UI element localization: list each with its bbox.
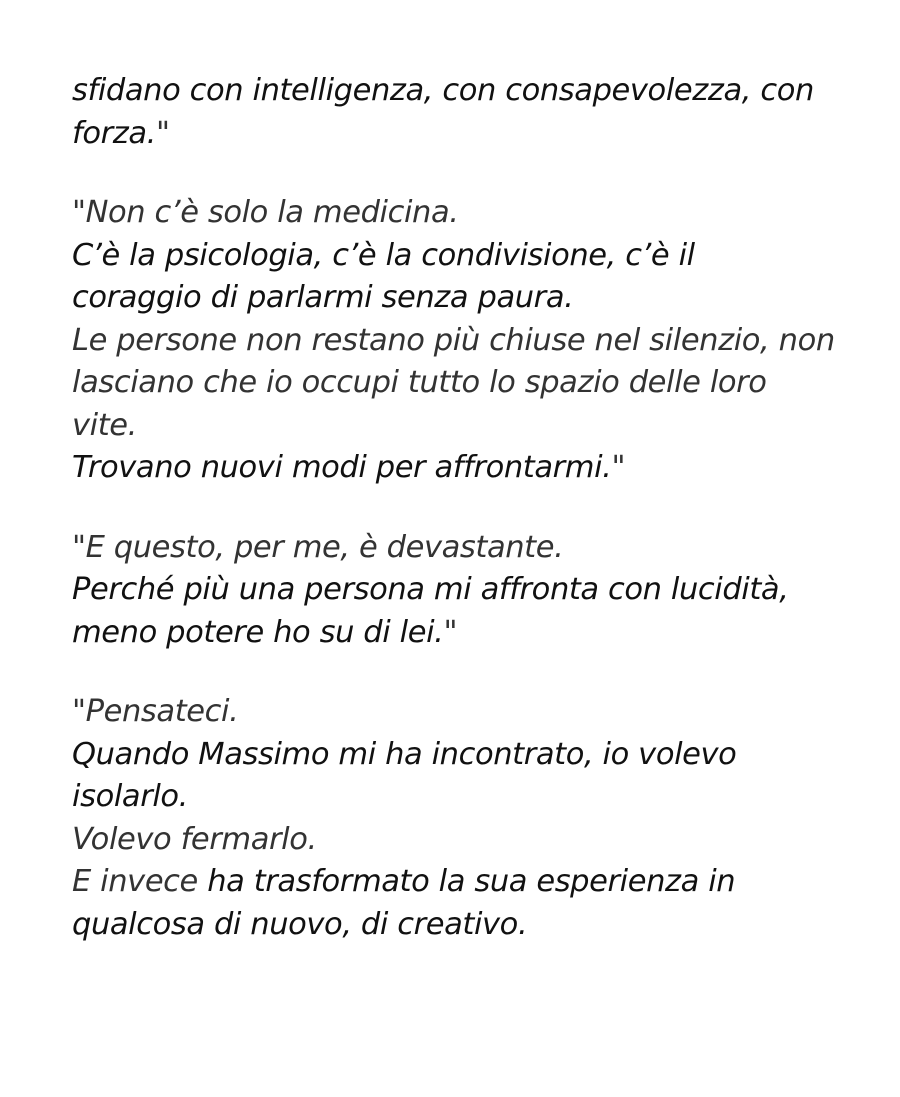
document-page xyxy=(72,70,862,983)
text-line xyxy=(72,904,862,947)
emphasized-text: C’è la psicologia, c’è la condivisione, c’è il xyxy=(72,237,695,273)
emphasized-text: Trovano nuovi modi per affrontarmi. xyxy=(72,450,612,485)
text-line xyxy=(72,527,862,570)
regular-text: Volevo fermarlo. xyxy=(72,821,317,857)
text-line xyxy=(72,734,862,777)
text-line xyxy=(72,861,862,904)
text-line xyxy=(72,277,862,320)
text-line xyxy=(72,776,862,819)
emphasized-text: coraggio di parlarmi senza paura. xyxy=(72,280,574,315)
text-paragraph xyxy=(72,70,862,155)
emphasized-text: sfidano con intelligenza, con consapevolezza, con xyxy=(72,73,814,108)
text-paragraph xyxy=(72,527,862,655)
regular-text: vite. xyxy=(72,407,137,443)
text-line xyxy=(72,447,862,490)
text-line xyxy=(72,405,862,448)
regular-text: "E questo, per me, è devastante. xyxy=(72,529,564,565)
text-line xyxy=(72,691,862,734)
regular-text: "Non c’è solo la medicina. xyxy=(72,195,459,230)
text-line xyxy=(72,192,862,235)
regular-text: lasciano che io occupi tutto lo spazio delle loro xyxy=(72,365,767,400)
text-line xyxy=(72,70,862,113)
text-line xyxy=(72,235,862,278)
text-line xyxy=(72,569,862,612)
regular-text: " xyxy=(155,115,170,151)
regular-text: "Pensateci. xyxy=(72,694,239,729)
text-line xyxy=(72,320,862,363)
emphasized-text: forza. xyxy=(72,115,156,151)
emphasized-text: ha trasformato la sua esperienza in xyxy=(207,864,736,899)
regular-text: " xyxy=(611,450,626,485)
text-line xyxy=(72,113,862,156)
text-line xyxy=(72,612,862,655)
emphasized-text: Quando Massimo mi ha incontrato, io volevo xyxy=(72,736,737,772)
text-paragraph xyxy=(72,691,862,946)
regular-text: " xyxy=(443,614,458,650)
text-paragraph xyxy=(72,192,862,490)
regular-text: Le persone non restano più chiuse nel silenzio, non xyxy=(72,322,835,358)
regular-text: E invece xyxy=(72,864,208,899)
text-line xyxy=(72,819,862,862)
emphasized-text: Perché più una persona mi affronta con lucidità, xyxy=(72,572,789,607)
emphasized-text: qualcosa di nuovo, di creativo. xyxy=(72,906,528,942)
emphasized-text: isolarlo. xyxy=(72,779,188,814)
text-line xyxy=(72,362,862,405)
emphasized-text: meno potere ho su di lei. xyxy=(72,614,444,650)
